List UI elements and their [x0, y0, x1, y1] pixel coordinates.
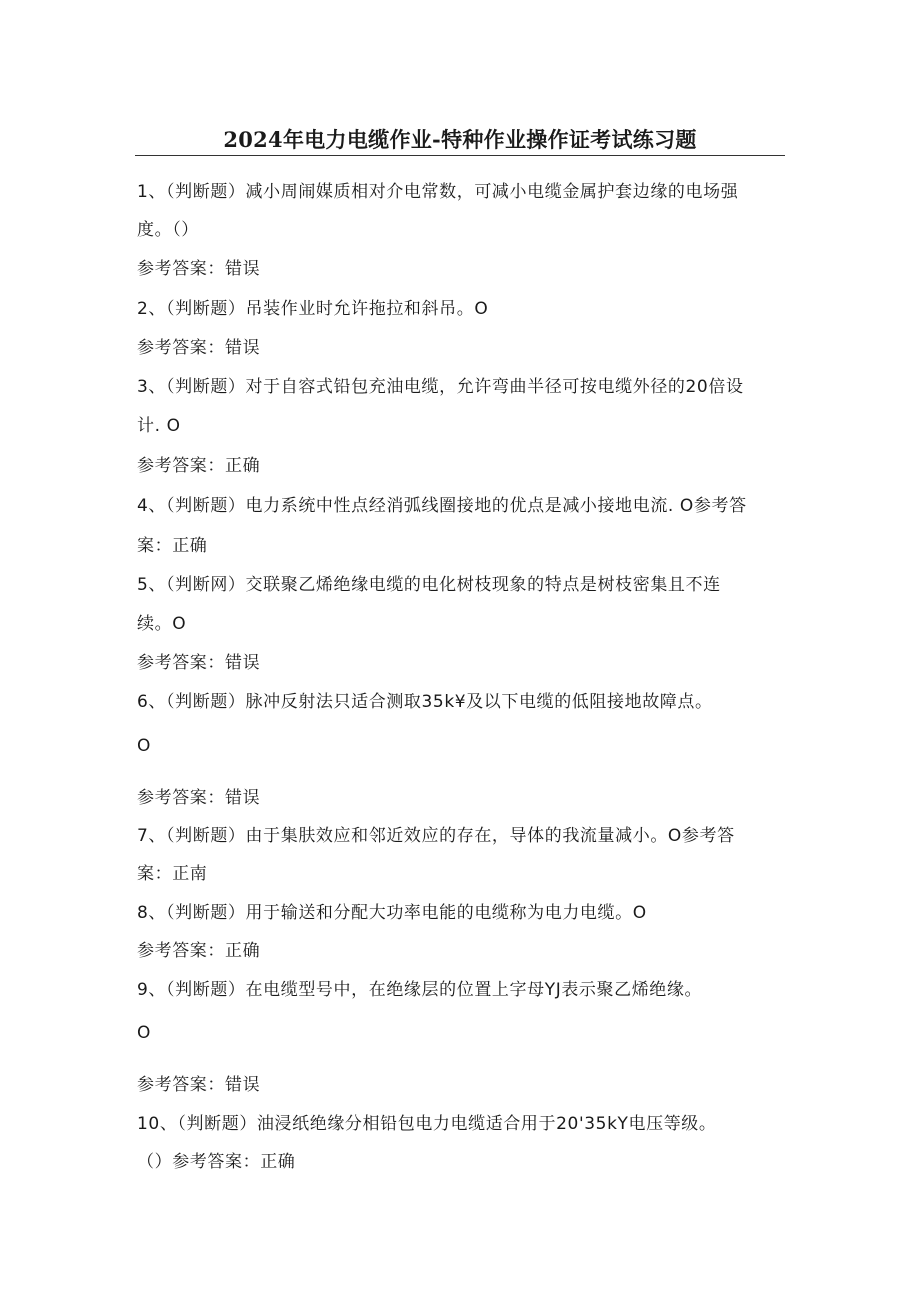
question-9-line-2: O [137, 1023, 151, 1043]
question-2: 2、（判断题）吊装作业时允许拖拉和斜吊。O [137, 299, 489, 319]
question-1-line-1: 1、（判断题）减小周闹媒质相对介电常数，可减小电缆金属护套边缘的电场强 [137, 182, 739, 202]
document-title: 2024年电力电缆作业-特种作业操作证考试练习题 [223, 127, 697, 152]
answer-1: 参考答案：错误 [137, 259, 261, 279]
question-10-line-1: 10、（判断题）油浸纸绝缘分相铅包电力电缆适合用于20'35kY电压等级。 [137, 1114, 717, 1134]
question-10-line-2: （）参考答案：正确 [137, 1152, 296, 1172]
question-7-line-1: 7、（判断题）由于集肤效应和邻近效应的存在，导体的我流量减小。O参考答 [137, 826, 735, 846]
answer-2: 参考答案：错误 [137, 338, 261, 358]
answer-8: 参考答案：正确 [137, 941, 261, 961]
question-5-line-2: 续。O [137, 614, 187, 634]
answer-6: 参考答案：错误 [137, 788, 261, 808]
answer-9: 参考答案：错误 [137, 1075, 261, 1095]
question-7-line-2: 案：正南 [137, 864, 208, 884]
question-3-line-2: 计. O [137, 416, 181, 436]
question-5-line-1: 5、（判断网）交联聚乙烯绝缘电缆的电化树枝现象的特点是树枝密集且不连 [137, 575, 721, 595]
question-8: 8、（判断题）用于输送和分配大功率电能的电缆称为电力电缆。O [137, 903, 647, 923]
question-1-line-2: 度。（） [137, 220, 199, 240]
question-4-line-2: 案：正确 [137, 536, 208, 556]
title-divider [135, 155, 785, 156]
answer-3: 参考答案：正确 [137, 456, 261, 476]
question-9-line-1: 9、（判断题）在电缆型号中，在绝缘层的位置上字母YJ表示聚乙烯绝缘。 [137, 980, 703, 1000]
question-4-line-1: 4、（判断题）电力系统中性点经消弧线圈接地的优点是减小接地电流. O参考答 [137, 496, 747, 516]
answer-5: 参考答案：错误 [137, 653, 261, 673]
question-6-line-2: O [137, 736, 151, 756]
question-6-line-1: 6、（判断题）脉冲反射法只适合测取35k¥及以下电缆的低阻接地故障点。 [137, 692, 713, 712]
question-3-line-1: 3、（判断题）对于自容式铅包充油电缆，允许弯曲半径可按电缆外径的20倍设 [137, 377, 744, 397]
